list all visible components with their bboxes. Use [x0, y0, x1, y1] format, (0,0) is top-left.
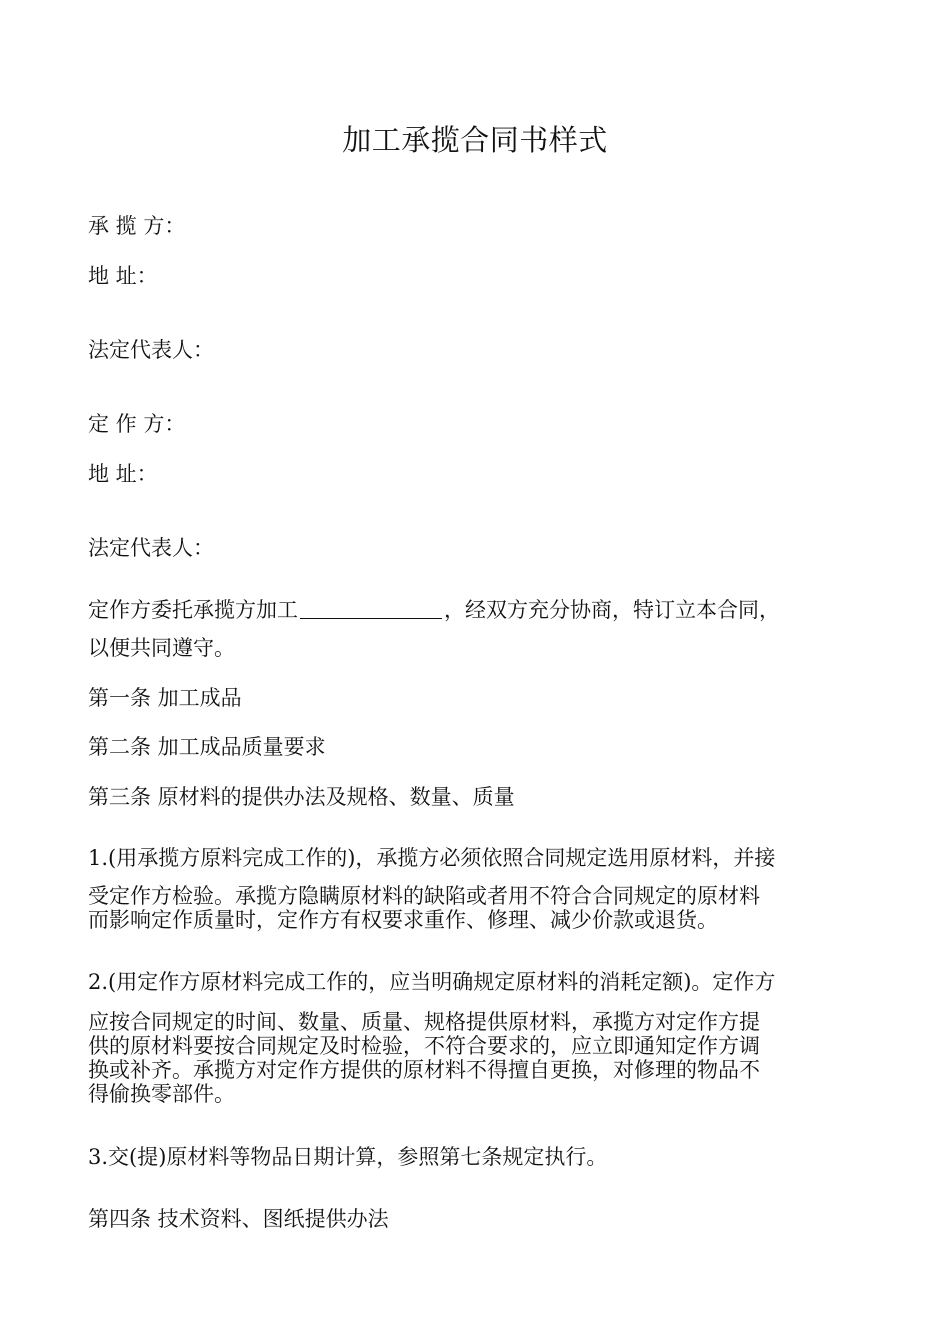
document-title: 加工承揽合同书样式	[342, 123, 608, 157]
contractor-representative-label: 法定代表人：	[88, 338, 214, 362]
article-2-heading: 第二条 加工成品质量要求	[88, 735, 326, 759]
clause-1-line-3: 而影响定作质量时，定作方有权要求重作、修理、减少价款或退货。	[88, 908, 718, 932]
clause-2-line-5: 得偷换零部件。	[88, 1082, 235, 1106]
orderer-representative-label: 法定代表人：	[88, 536, 214, 560]
intro-line-1	[88, 598, 868, 622]
orderer-address-label: 地 址：	[88, 462, 158, 486]
intro-line-2: 以便共同遵守。	[88, 636, 235, 660]
contractor-label: 承 揽 方：	[88, 214, 186, 238]
clause-2-line-1: 2.(用定作方原材料完成工作的，应当明确规定原材料的消耗定额)。定作方	[88, 970, 776, 994]
article-3-heading: 第三条 原材料的提供办法及规格、数量、质量	[88, 785, 515, 809]
intro-text-after-blank: ，经双方充分协商，特订立本合同，	[444, 598, 780, 622]
clause-2-line-3: 供的原材料要按合同规定及时检验，不符合要求的，应立即通知定作方调	[88, 1034, 760, 1058]
clause-2-line-2: 应按合同规定的时间、数量、质量、规格提供原材料，承揽方对定作方提	[88, 1010, 760, 1034]
clause-1-line-2: 受定作方检验。承揽方隐瞒原材料的缺陷或者用不符合合同规定的原材料	[88, 884, 760, 908]
article-4-heading: 第四条 技术资料、图纸提供办法	[88, 1207, 389, 1231]
contractor-address-label: 地 址：	[88, 264, 158, 288]
intro-text-before-blank: 定作方委托承揽方加工	[88, 598, 298, 622]
clause-2-line-4: 换或补齐。承揽方对定作方提供的原材料不得擅自更换，对修理的物品不	[88, 1058, 760, 1082]
fill-in-blank	[300, 598, 442, 619]
article-1-heading: 第一条 加工成品	[88, 686, 242, 710]
orderer-label: 定 作 方：	[88, 412, 186, 436]
clause-3-text: 3.交(提)原材料等物品日期计算，参照第七条规定执行。	[88, 1145, 608, 1169]
clause-1-line-1: 1.(用承揽方原料完成工作的)，承揽方必须依照合同规定选用原材料，并接	[88, 846, 776, 870]
